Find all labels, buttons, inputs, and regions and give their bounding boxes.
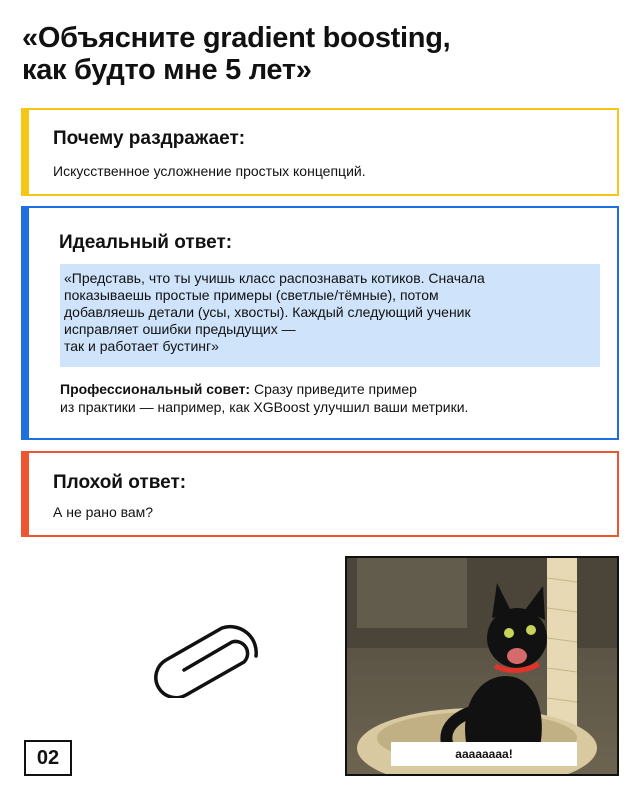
why-annoying-card	[21, 108, 619, 196]
why-annoying-text: Искусственное усложнение простых концепций.	[53, 163, 366, 179]
paperclip-icon	[150, 612, 268, 698]
quote-line: добавляешь детали (усы, хвосты). Каждый следующий ученик	[64, 304, 471, 320]
photo-caption: аааааааа!	[391, 742, 577, 766]
cat-eye-left	[504, 628, 514, 638]
cat-eye-right	[526, 625, 536, 635]
quote-line: исправляет ошибки предыдущих —	[64, 321, 296, 337]
quote-line: показываешь простые примеры (светлые/тёмные), потом	[64, 287, 439, 303]
ideal-answer-card	[21, 206, 619, 440]
why-annoying-heading: Почему раздражает:	[53, 128, 246, 149]
ideal-answer-quote	[60, 264, 600, 367]
pro-tip-label: Профессиональный совет:	[60, 381, 251, 397]
pro-tip-line-1	[60, 380, 600, 398]
bad-answer-card	[21, 451, 619, 537]
page-title	[22, 22, 622, 86]
window-shape	[357, 558, 467, 628]
cat-mouth	[507, 648, 527, 664]
bad-answer-text: А не рано вам?	[53, 504, 154, 520]
bad-answer-heading: Плохой ответ:	[53, 472, 187, 493]
page-number: 02	[24, 740, 72, 776]
title-line-2: как будто мне 5 лет»	[22, 54, 312, 86]
cat-photo	[345, 556, 619, 776]
pro-tip-text: Сразу приведите пример	[250, 381, 417, 397]
quote-line: так и работает бустинг»	[64, 338, 219, 354]
ideal-answer-heading: Идеальный ответ:	[59, 232, 233, 253]
quote-line: «Представь, что ты учишь класс распознавать котиков. Сначала	[64, 270, 485, 286]
pro-tip	[60, 380, 600, 416]
title-line-1: «Объясните gradient boosting,	[22, 22, 451, 54]
pro-tip-line-2: из практики — например, как XGBoost улучшил ваши метрики.	[60, 399, 469, 415]
